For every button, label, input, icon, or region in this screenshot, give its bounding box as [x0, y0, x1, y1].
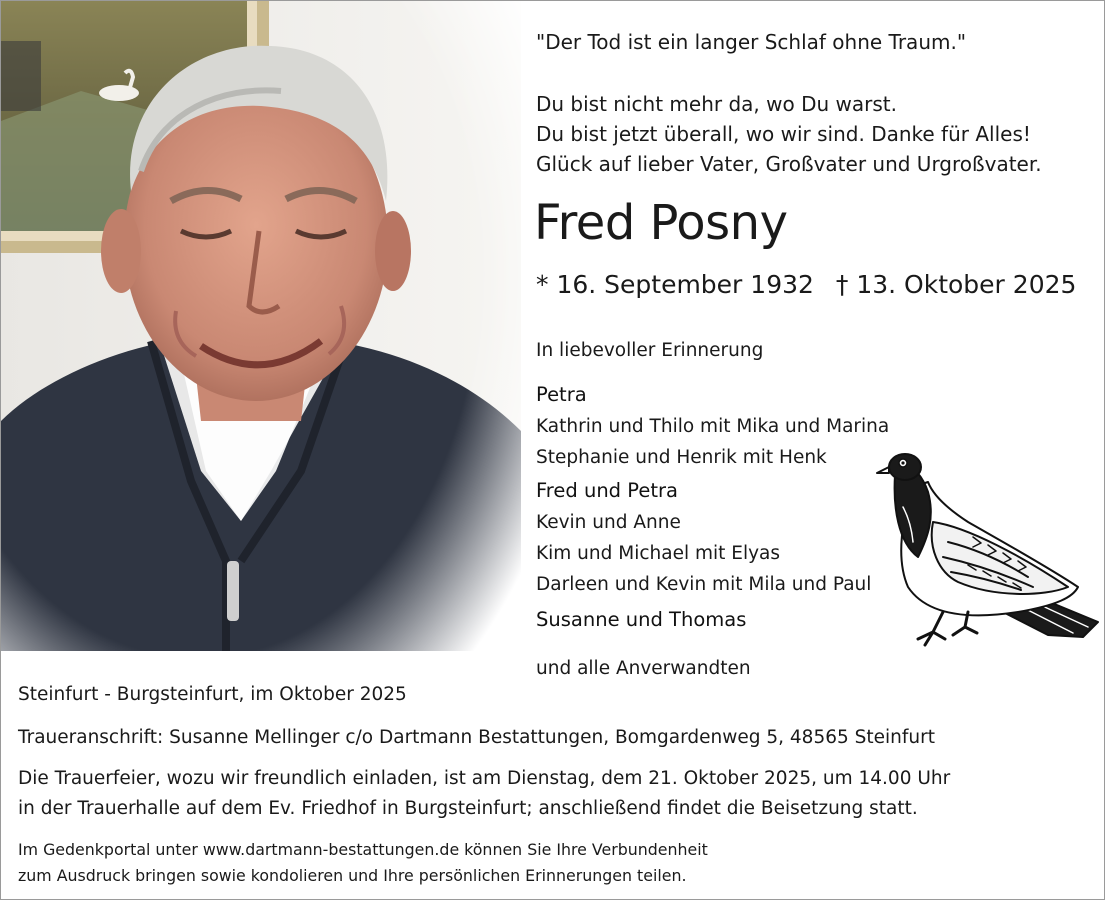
family-member-line: Darleen und Kevin mit Mila und Paul [536, 574, 872, 595]
family-member-line: Kathrin und Thilo mit Mika und Marina [536, 416, 890, 437]
birth-date: * 16. September 1932 [536, 270, 814, 299]
verse-line: Du bist nicht mehr da, wo Du warst. [536, 92, 897, 116]
pigeon-illustration [873, 447, 1103, 652]
portal-line: Im Gedenkportal unter www.dartmann-bestattungen.de können Sie Ihre Verbundenheit [18, 840, 708, 859]
place-date: Steinfurt - Burgsteinfurt, im Oktober 2025 [18, 684, 407, 705]
family-group [536, 475, 889, 600]
portal-line: zum Ausdruck bringen sowie kondolieren und Ihre persönlichen Erinnerungen teilen. [18, 866, 687, 885]
service-line: Die Trauerfeier, wozu wir freundlich einladen, ist am Dienstag, dem 21. Oktober 2025, um 14.00 Uhr [18, 768, 951, 789]
family-group [536, 604, 889, 636]
family-group-head: Fred und Petra [536, 479, 678, 502]
family-group-head: Susanne und Thomas [536, 608, 747, 631]
family-group-head: Petra [536, 383, 587, 406]
death-date: † 13. Oktober 2025 [835, 270, 1077, 299]
funeral-service-info [18, 764, 950, 824]
family-member-line: Stephanie und Henrik mit Henk [536, 447, 827, 468]
verse-line: Du bist jetzt überall, wo wir sind. Danke für Alles! [536, 122, 1031, 146]
portrait-photo [1, 1, 521, 651]
family-member-line: Kim und Michael mit Elyas [536, 543, 781, 564]
family-member-line: Kevin und Anne [536, 512, 681, 533]
quote-text: "Der Tod ist ein langer Schlaf ohne Traum." [536, 30, 967, 54]
relatives-line: und alle Anverwandten [536, 658, 751, 679]
mourners-list [536, 379, 889, 637]
verse-line: Glück auf lieber Vater, Großvater und Urgroßvater. [536, 152, 1042, 176]
remembrance-intro: In liebevoller Erinnerung [536, 340, 764, 361]
service-line: in der Trauerhalle auf dem Ev. Friedhof in Burgsteinfurt; anschließend findet die Beisetzung statt. [18, 798, 918, 819]
memorial-portal-note [18, 837, 708, 889]
verse [536, 89, 1042, 179]
life-dates [536, 267, 1076, 303]
family-group [536, 379, 889, 473]
deceased-name: Fred Posny [534, 195, 788, 251]
mourning-address: Traueranschrift: Susanne Mellinger c/o Dartmann Bestattungen, Bomgardenweg 5, 48565 Steinfurt [18, 727, 935, 748]
